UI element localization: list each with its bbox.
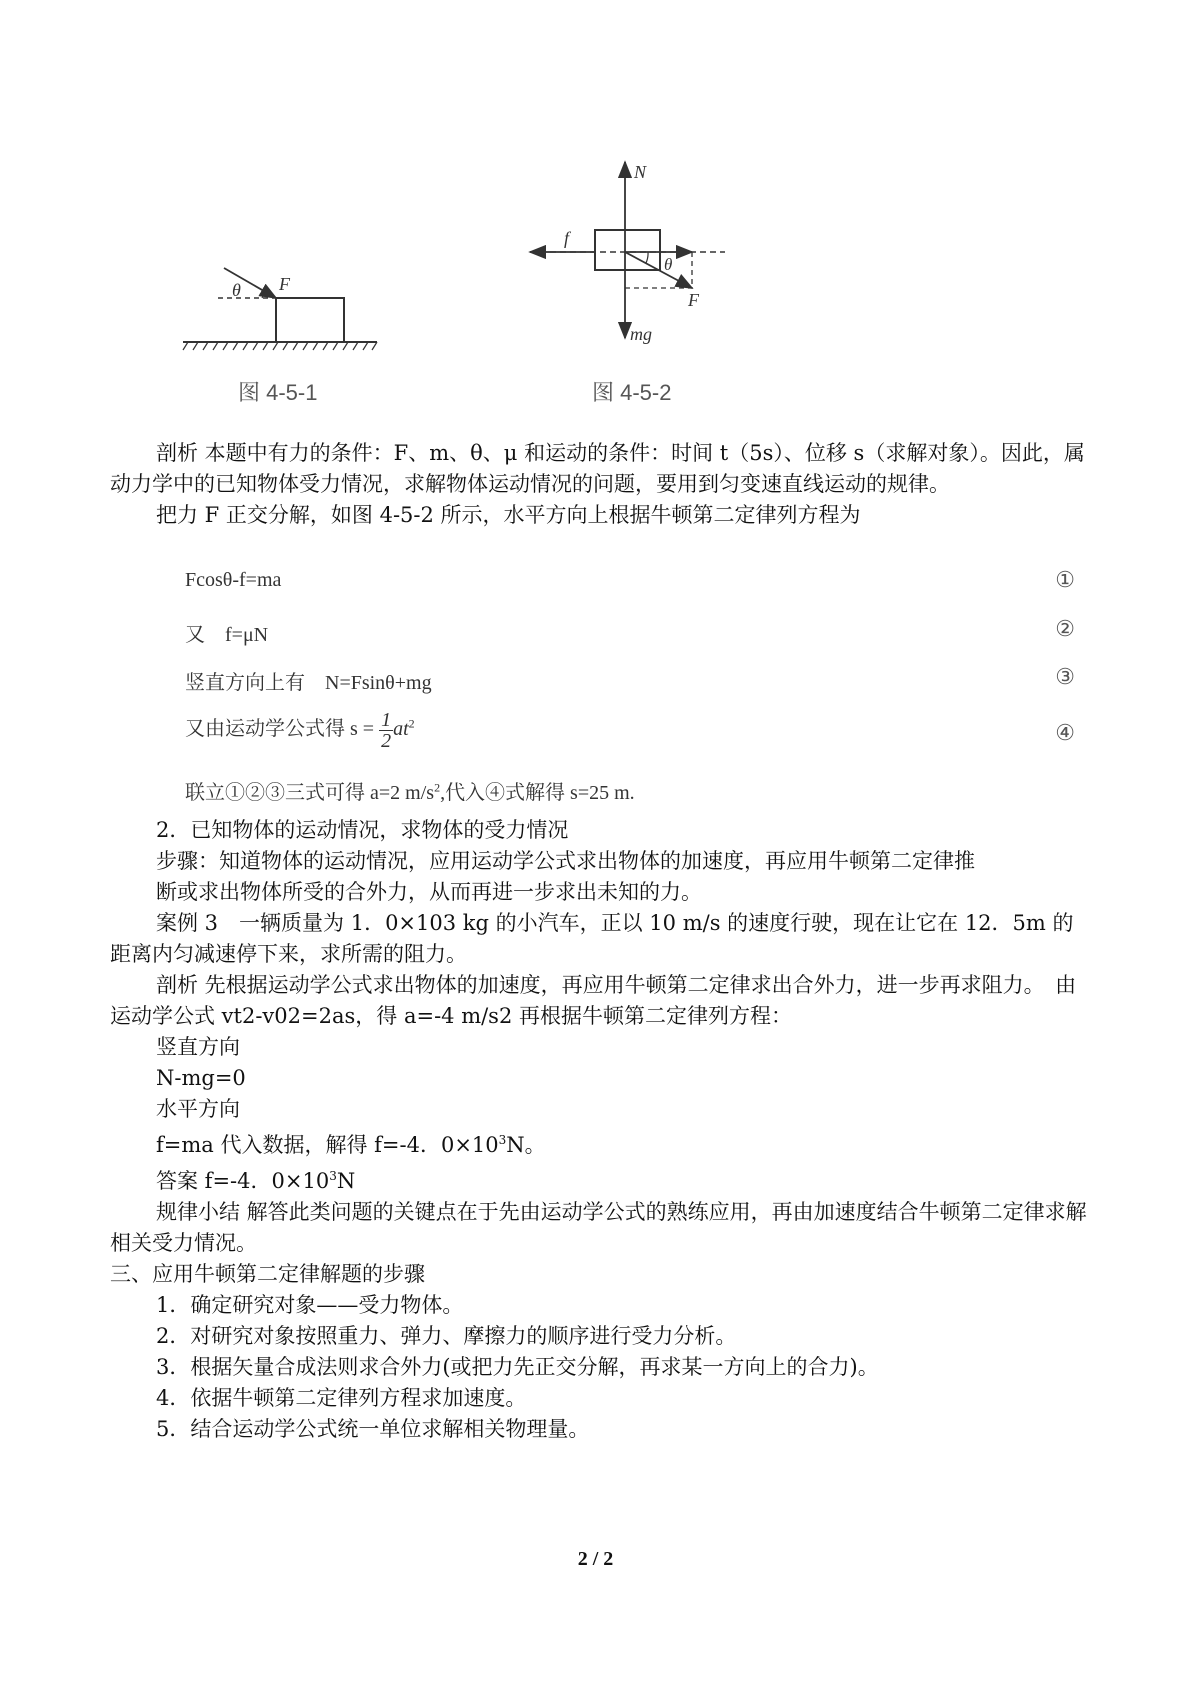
equation-2-text: 又 f=μN xyxy=(185,624,269,646)
equation-3-number: ③ xyxy=(1055,664,1075,689)
vertical-equation: N-mg=0 xyxy=(156,1066,246,1090)
fig2-caption: 图 4-5-2 xyxy=(592,380,672,405)
answer-sup: 3 xyxy=(329,1169,337,1183)
equation-4-tail: at xyxy=(393,718,409,741)
fig2-normal-label: N xyxy=(634,162,647,182)
horizontal-equation-b: N。 xyxy=(506,1133,546,1157)
figure-4-5-2 xyxy=(520,160,740,370)
combine-line xyxy=(185,770,1075,810)
section3-step-4: 4．依据牛顿第二定律列方程求加速度。 xyxy=(156,1386,527,1410)
answer-b: N xyxy=(336,1169,356,1193)
page-number: 2 / 2 xyxy=(577,1548,614,1570)
analysis-paragraph: 剖析 本题中有力的条件：F、m、θ、μ 和运动的条件：时间 t（5s）、位移 s（求解对象）。因此，属动力学中的已知物体受力情况，求解物体运动情况的问题，要用到匀变速直线运动的规律。 xyxy=(110,441,1085,496)
equation-2 xyxy=(185,612,1075,652)
combine-sup: 2 xyxy=(434,780,441,795)
equation-1 xyxy=(185,563,1075,603)
equation-4-text: 又由运动学公式得 s = xyxy=(185,718,380,741)
equation-4-number: ④ xyxy=(1055,720,1075,745)
summary-paragraph: 规律小结 解答此类问题的关键点在于先由运动学公式的熟练应用，再由加速度结合牛顿第二定律求解相关受力情况。 xyxy=(110,1200,1087,1255)
equation-1-text: Fcosθ-f=ma xyxy=(185,569,282,591)
answer-a: 答案 f=-4．0×10 xyxy=(156,1169,330,1193)
section3-step-1: 1．确定研究对象——受力物体。 xyxy=(156,1293,464,1317)
figure-4-5-1 xyxy=(180,260,400,360)
horizontal-direction: 水平方向 xyxy=(156,1097,240,1121)
equation-2-number: ② xyxy=(1055,616,1075,641)
horizontal-equation-a: f=ma 代入数据，解得 f=-4．0×10 xyxy=(156,1133,499,1157)
combine-text-b: ,代入④式解得 s=25 m. xyxy=(440,782,635,804)
equation-1-number: ① xyxy=(1055,567,1075,592)
equation-3 xyxy=(185,660,1075,700)
equation-3-text: 竖直方向上有 N=Fsinθ+mg xyxy=(185,672,432,694)
section2-step1: 步骤：知道物体的运动情况，应用运动学公式求出物体的加速度，再应用牛顿第二定律推 xyxy=(156,849,975,873)
answer xyxy=(110,1161,1090,1197)
equation-4-fraction xyxy=(379,710,393,751)
case3-paragraph: 案例 3 一辆质量为 1．0×103 kg 的小汽车，正以 10 m/s 的速度行驶，现在让它在 12．5m 的距离内匀减速停下来，求所需的阻力。 xyxy=(110,911,1074,966)
fig2-theta-label: θ xyxy=(664,255,673,274)
fig2-gravity-label: mg xyxy=(630,324,652,344)
fig2-force-label: F xyxy=(688,290,699,310)
analysis-block xyxy=(110,438,1090,531)
section3-step-2: 2．对研究对象按照重力、弹力、摩擦力的顺序进行受力分析。 xyxy=(156,1324,737,1348)
equation-4-denominator: 2 xyxy=(381,730,392,752)
section2-heading: 2．已知物体的运动情况，求物体的受力情况 xyxy=(156,818,569,842)
equation-4-tail-sup: 2 xyxy=(408,716,415,731)
vertical-direction: 竖直方向 xyxy=(156,1035,240,1059)
equation-4 xyxy=(185,706,1075,762)
decompose-paragraph: 把力 F 正交分解，如图 4-5-2 所示，水平方向上根据牛顿第二定律列方程为 xyxy=(156,503,861,527)
body-block xyxy=(110,815,1090,1445)
fig2-friction-label: f xyxy=(564,228,570,248)
equation-4-numerator: 1 xyxy=(381,709,392,731)
analysis2-paragraph: 剖析 先根据运动学公式求出物体的加速度，再应用牛顿第二定律求出合外力，进一步再求阻力。 由运动学公式 vt2-v02=2as，得 a=-4 m/s2 再根据牛顿第二定律列方程： xyxy=(110,973,1077,1028)
horizontal-equation xyxy=(110,1125,1090,1161)
horizontal-equation-sup: 3 xyxy=(498,1133,507,1147)
combine-text-a: 联立①②③三式可得 a=2 m/s xyxy=(185,782,435,804)
fig1-force-label: F xyxy=(279,274,290,294)
section3-step-3: 3．根据矢量合成法则求合外力(或把力先正交分解，再求某一方向上的合力)。 xyxy=(156,1355,879,1379)
fig1-theta-label: θ xyxy=(232,280,241,300)
section2-step2: 断或求出物体所受的合外力，从而再进一步求出未知的力。 xyxy=(156,880,702,904)
section3-heading: 三、应用牛顿第二定律解题的步骤 xyxy=(110,1262,425,1286)
fig1-caption: 图 4-5-1 xyxy=(238,380,318,405)
section3-step-5: 5．结合运动学公式统一单位求解相关物理量。 xyxy=(156,1417,590,1441)
